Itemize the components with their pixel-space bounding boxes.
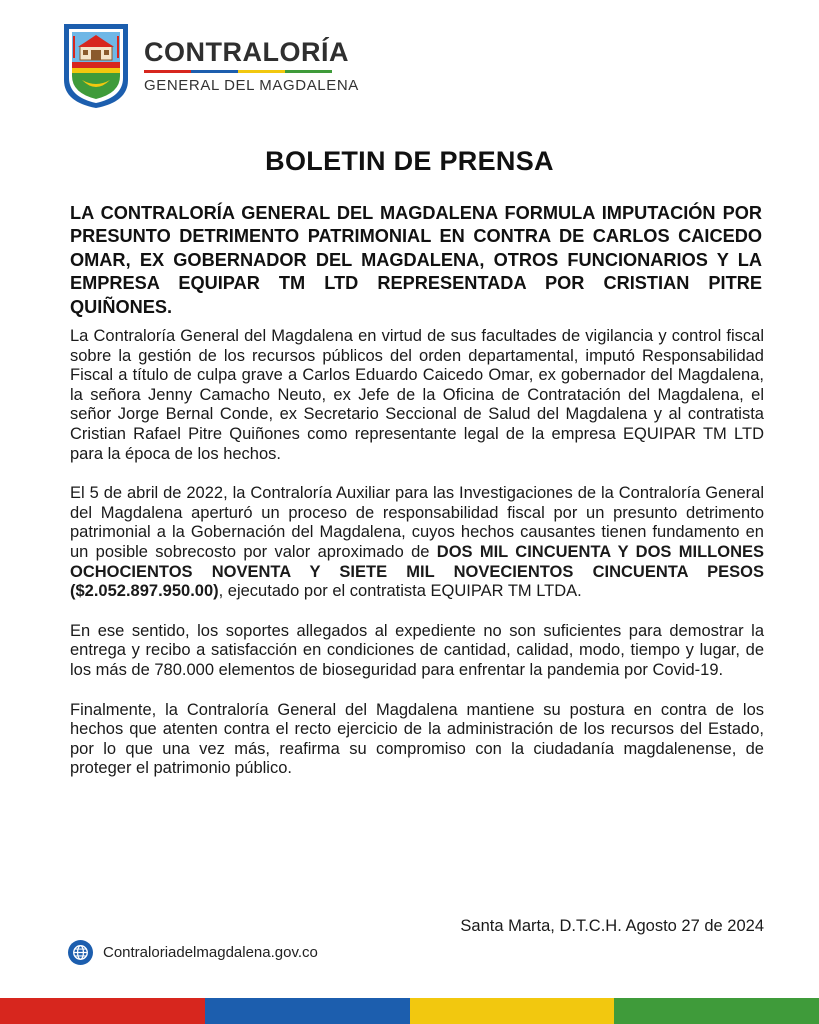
body-text [70,327,764,799]
brand-name: CONTRALORÍA [144,37,349,67]
website-url[interactable]: Contraloriadelmagdalena.gov.co [103,944,318,961]
paragraph-4: Finalmente, la Contraloría General del Magdalena mantiene su postura en contra de los hechos que atenten contra el recto ejercicio de la administración de los recursos del Estado, por lo que una vez más, reafirma su compromiso con la ciudadanía magdalenense, de proteger el patrimonio público. [70,700,764,778]
rule-blue [191,70,238,73]
brand-color-rule [144,70,332,73]
globe-icon [68,940,93,965]
brand-subtitle: GENERAL DEL MAGDALENA [144,77,359,94]
paragraph-2 [70,484,764,602]
footer-bar-yellow [410,998,615,1024]
brand [144,37,359,95]
paragraph-3: En ese sentido, los soportes allegados al expediente no son suficientes para demostrar la entrega y recibo a satisfacción en condiciones de cantidad, calidad, modo, tiempo y lugar, de los más de 780.000 elementos de bioseguridad para enfrentar la pandemia por Covid-19. [70,621,764,679]
rule-green [285,70,332,73]
footer-color-bar [0,998,819,1024]
footer-bar-green [614,998,819,1024]
header [60,22,359,110]
rule-yellow [238,70,285,73]
footer-bar-red [0,998,205,1024]
contraloria-crest-icon [60,22,132,110]
amount-highlight: DOS MIL CINCUENTA Y DOS MILLONES OCHOCIENTOS NOVENTA Y SIETE MIL NOVECIENTOS CINCUENTA PESOS ($2.052.897.950.00) [70,542,764,601]
paragraph-2-intro: El 5 de abril de 2022, la Contraloría Auxiliar para las Investigaciones de la Contraloría General del Magdalena aperturó un proceso de responsabilidad fiscal por un presunto detrimento patrimonial a la Gobernación del Magdalena, cuyos hechos causantes tienen fundamento en un posible sobrecosto por valor aproximado de [70,484,764,561]
signature-line: Santa Marta, D.T.C.H. Agosto 27 de 2024 [460,917,764,935]
rule-red [144,70,191,73]
headline: LA CONTRALORÍA GENERAL DEL MAGDALENA FORMULA IMPUTACIÓN POR PRESUNTO DETRIMENTO PATRIMONIAL EN CONTRA DE CARLOS CAICEDO OMAR, EX GOBERNADOR DEL MAGDALENA, OTROS FUNCIONARIOS Y LA EMPRESA EQUIPAR TM LTD REPRESENTADA POR CRISTIAN PITRE QUIÑONES. [70,203,762,317]
website-link[interactable] [68,940,318,965]
paragraph-1: La Contraloría General del Magdalena en virtud de sus facultades de vigilancia y control fiscal sobre la gestión de los recursos públicos del orden departamental, imputó Responsabilidad Fiscal a título de culpa grave a Carlos Eduardo Caicedo Omar, ex gobernador del Magdalena, la señora Jenny Camacho Neuto, ex Jefe de la Oficina de Contratación del Magdalena, el señor Jorge Bernal Conde, ex Secretario Seccional de Salud del Magdalena y al contratista Cristian Rafael Pitre Quiñones como representante legal de la empresa EQUIPAR TM LTD para la época de los hechos. [70,327,764,463]
paragraph-2-end: , ejecutado por el contratista EQUIPAR TM LTDA. [218,582,582,601]
footer-bar-blue [205,998,410,1024]
page-title: BOLETIN DE PRENSA [265,146,554,176]
